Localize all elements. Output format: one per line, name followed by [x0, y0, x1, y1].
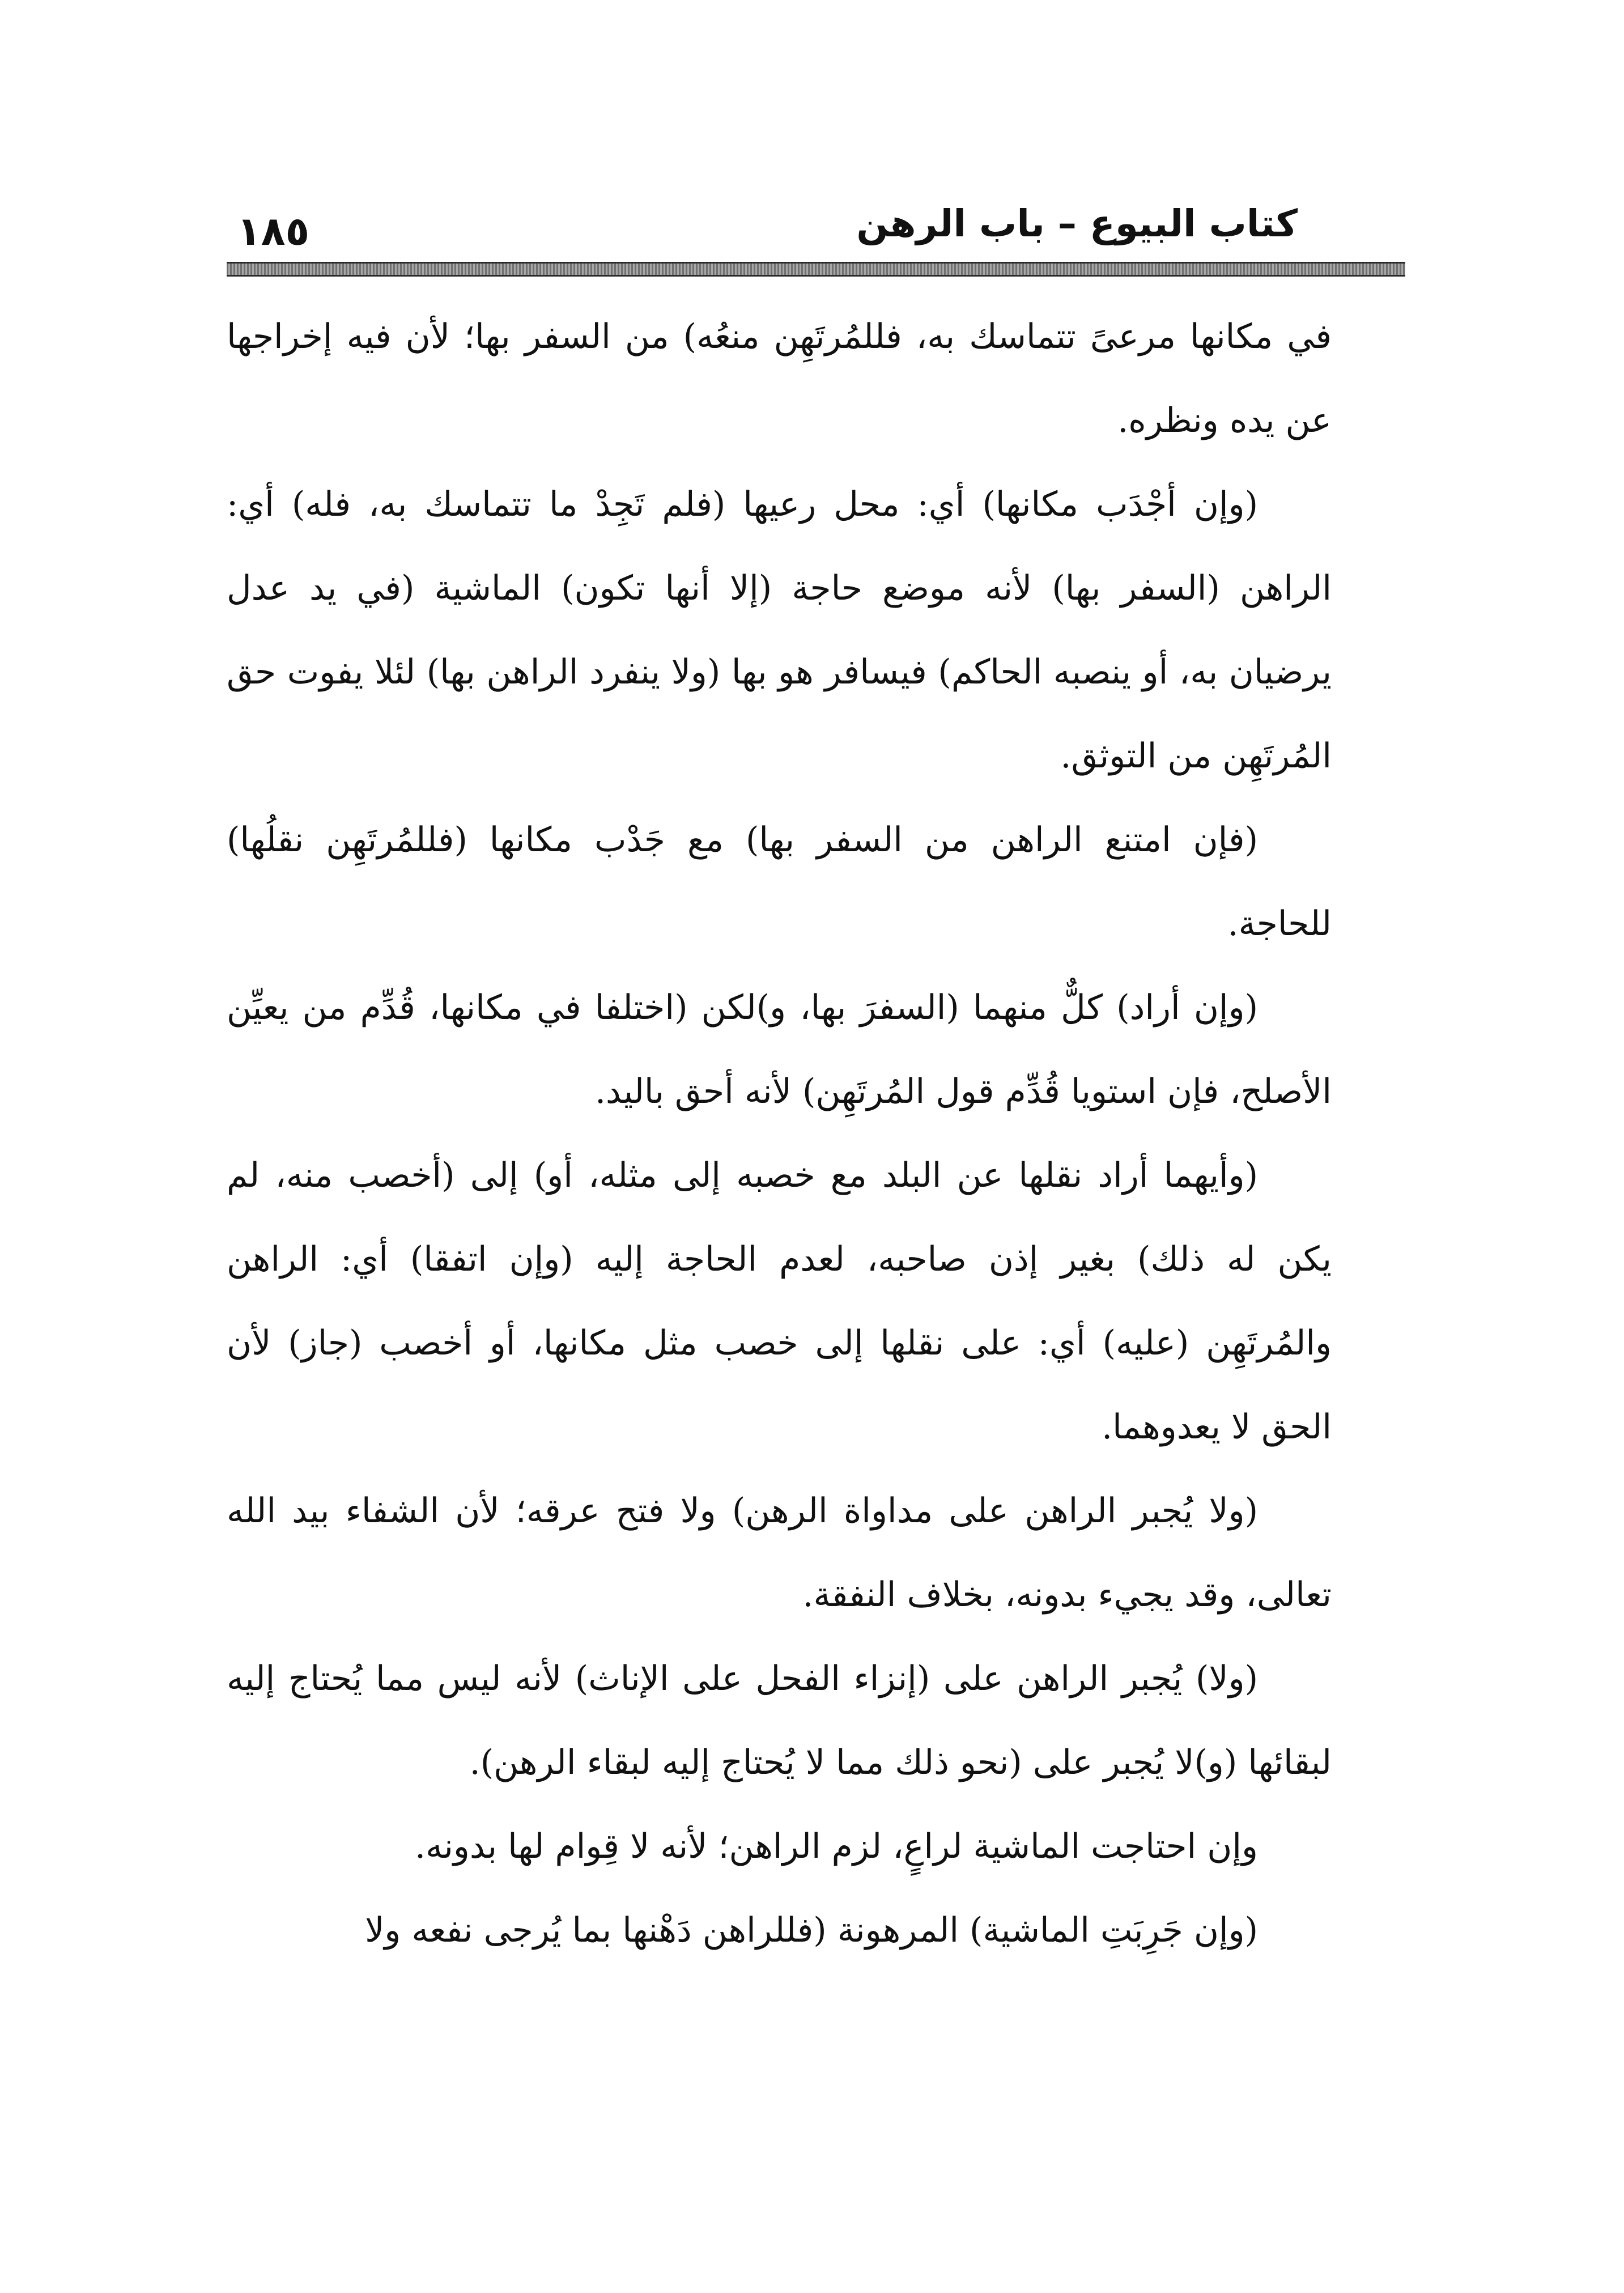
paragraph: (ولا يُجبر الراهن على مداواة الرهن) ولا فتح عرقه؛ لأن الشفاء بيد الله تعالى، وقد يجيء بدونه، بخلاف النفقة.	[227, 1491, 1332, 1615]
paragraph: (وإن أراد) كلٌّ منهما (السفرَ بها، و)لكن (اختلفا في مكانها، قُدِّم من يعيِّن الأصلح، فإن استويا قُدِّم قول المُرتَهِن) لأنه أحق باليد.	[227, 988, 1332, 1111]
page-number: ١٨٥	[237, 208, 310, 254]
paragraph: (وإن أجْدَب مكانها) أي: محل رعيها (فلم تَجِدْ ما تتماسك به، فله) أي: الراهن (السفر بها) لأنه موضع حاجة (إلا أنها تكون) الماشية (في يد عدل يرضيان به، أو ينصبه الحاكم) فيسافر هو بها (ولا ينفرد الراهن بها) لئلا يفوت حق المُرتَهِن من التوثق.	[227, 485, 1332, 776]
header-rule	[227, 262, 1405, 277]
page-header	[227, 196, 1405, 258]
paragraph: (وإن جَرِبَتِ الماشية) المرهونة (فللراهن دَهْنها بما يُرجى نفعه ولا	[365, 1910, 1258, 1950]
paragraph: (ولا) يُجبر الراهن على (إنزاء الفحل على الإناث) لأنه ليس مما يُحتاج إليه لبقائها (و)لا يُجبر على (نحو ذلك مما لا يُحتاج إليه لبقاء الرهن).	[227, 1659, 1332, 1782]
paragraph: (فإن امتنع الراهن من السفر بها) مع جَدْب مكانها (فللمُرتَهِن نقلُها) للحاجة.	[227, 820, 1332, 944]
paragraph: في مكانها مرعىً تتماسك به، فللمُرتَهِن منعُه) من السفر بها؛ لأن فيه إخراجها عن يده ونظره.	[227, 317, 1332, 440]
paragraph: وإن احتاجت الماشية لراعٍ، لزم الراهن؛ لأنه لا قِوام لها بدونه.	[414, 1827, 1258, 1866]
paragraph: (وأيهما أراد نقلها عن البلد مع خصبه إلى مثله، أو) إلى (أخصب منه، لم يكن له ذلك) بغير إذن صاحبه، لعدم الحاجة إليه (وإن اتفقا) أي: الراهن والمُرتَهِن (عليه) أي: على نقلها إلى خصب مثل مكانها، أو أخصب (جاز) لأن الحق لا يعدوهما.	[227, 1156, 1332, 1447]
running-title: كتاب البيوع – باب الرهن	[856, 202, 1298, 245]
body-text	[227, 295, 1332, 1972]
